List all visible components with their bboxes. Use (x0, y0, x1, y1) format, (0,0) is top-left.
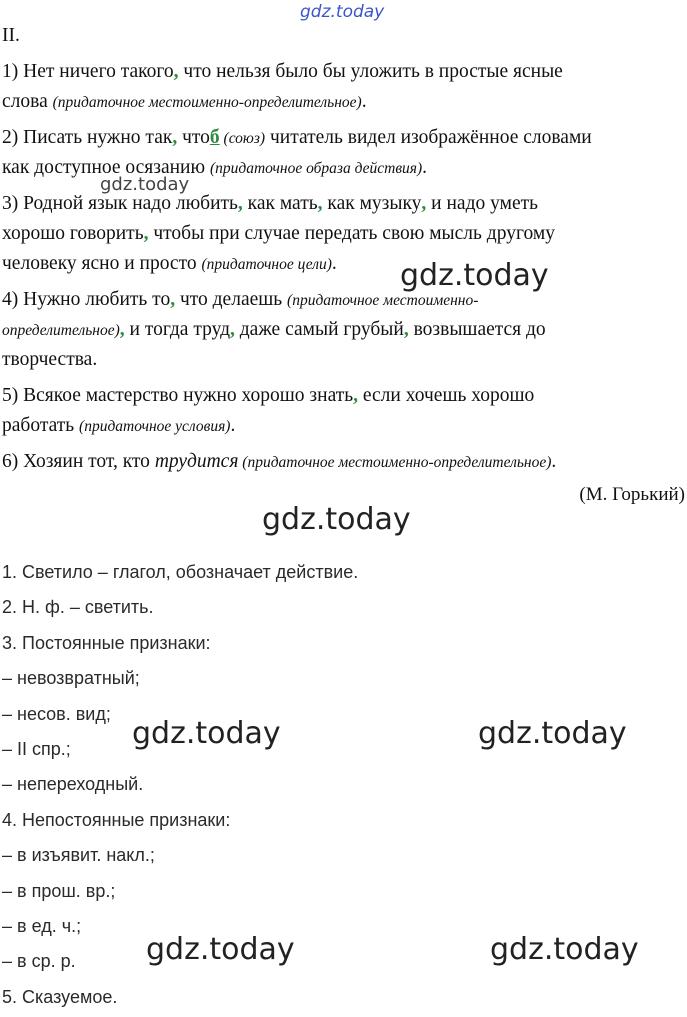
sentence-5-text-a: 5) Всякое мастерство нужно хорошо знать (2, 385, 354, 406)
sentence-3-text-a: 3) Родной язык надо любить (2, 193, 238, 214)
analysis-line: – в ед. ч.; (2, 916, 82, 936)
comma: , (317, 193, 323, 214)
sentence-2-conjunction-note: (союз) (219, 130, 266, 147)
comma: , (143, 223, 149, 244)
sentence-5-period: . (230, 415, 236, 436)
comma: , (119, 319, 125, 340)
sentence-4-text-b: что делаешь (175, 289, 288, 310)
analysis-line: 2. Н. ф. – светить. (2, 597, 154, 618)
comma: , (403, 319, 409, 340)
analysis-line: – несов. вид; (2, 703, 111, 724)
sentence-4-line-3: творчества. (2, 349, 98, 370)
sentence-3-text-c: как музыку (322, 193, 422, 214)
comma: , (172, 127, 178, 148)
sentence-3-text-b: как мать (242, 193, 318, 214)
sentence-3-period: . (331, 253, 337, 274)
sentence-3-line-1 (2, 192, 685, 216)
watermark-right-2: gdz.today (490, 932, 639, 967)
sentence-4-text-a: 4) Нужно любить то (2, 289, 171, 310)
sentence-2-text-b: что (177, 127, 210, 148)
watermark-left-1: gdz.today (132, 716, 281, 751)
sentence-3-line-2 (2, 222, 555, 246)
analysis-line: 5. Сказуемое. (2, 986, 118, 1007)
sentence-6-text-a: 6) Хозяин тот, кто (2, 451, 155, 472)
analysis-line: – в изъявит. накл.; (2, 845, 155, 866)
sentence-1-line-1 (2, 60, 685, 84)
sentence-3-text-d: и надо уметь (426, 193, 539, 214)
watermark-right-1: gdz.today (478, 716, 627, 751)
sentence-5-text-b: если хочешь хорошо (358, 385, 535, 406)
sentence-5-text-c: работать (2, 415, 80, 436)
sentence-2-text-a: 2) Писать нужно так (2, 127, 173, 148)
watermark-top: gdz.today (300, 2, 385, 22)
analysis-line: 1. Светило – глагол, обозначает действие. (2, 562, 359, 582)
comma: , (173, 61, 179, 82)
author-signature: (М. Горький) (579, 484, 685, 505)
sentence-3-annotation: (придаточное цели) (201, 256, 332, 273)
sentence-2-text-d: как доступное осязанию (2, 157, 210, 178)
comma: , (237, 193, 243, 214)
sentence-5-line-1 (2, 384, 534, 408)
sentence-4-line-1 (2, 288, 478, 313)
sentence-3-text-g: человеку ясно и просто (2, 253, 202, 274)
sentence-1-annotation: (придаточное местоименно-определительное) (52, 94, 362, 111)
comma: , (421, 193, 427, 214)
sentence-2-annotation: (придаточное образа действия) (209, 160, 423, 177)
sentence-5-line-2 (2, 414, 235, 439)
comma: , (170, 289, 176, 310)
sentence-3-text-f: чтобы при случае передать свою мысль другому (148, 223, 555, 244)
sentence-6-annotation: (придаточное местоименно-определительное) (238, 454, 552, 471)
analysis-line: 4. Непостоянные признаки: (2, 809, 231, 830)
sentence-2-line-2 (2, 156, 427, 181)
sentence-1-line-2 (2, 90, 367, 115)
analysis-line: – невозвратный; (2, 668, 140, 689)
analysis-line: – непереходный. (2, 774, 144, 795)
sentence-6-line-1 (2, 450, 556, 475)
sentence-5-annotation: (придаточное условия) (79, 418, 231, 435)
sentence-4-text-e: возвышается до (408, 319, 546, 340)
sentence-2-text-c: читатель видел изображённое словами (265, 127, 592, 148)
watermark-mid: gdz.today (400, 258, 549, 293)
sentence-1-period: . (361, 91, 367, 112)
sentence-1-text-a: 1) Нет ничего такого (2, 61, 174, 82)
sentence-6-period: . (551, 451, 557, 472)
section-heading: II. (2, 25, 20, 46)
sentence-3-line-3 (2, 252, 337, 277)
analysis-line: – в прош. вр.; (2, 880, 116, 901)
sentence-4-line-2 (2, 318, 546, 343)
watermark-left-2: gdz.today (146, 932, 295, 967)
sentence-1-text-b: что нельзя было бы уложить в простые ясные (178, 61, 563, 82)
sentence-4-text-d: даже самый грубый (234, 319, 404, 340)
sentence-4-text-c: и тогда труд (124, 319, 231, 340)
analysis-line: 3. Постоянные признаки: (2, 632, 211, 653)
sentence-3-text-e: хорошо говорить (2, 223, 144, 244)
sentence-2-line-1 (2, 126, 592, 151)
sentence-2-underlined-letter: б (209, 127, 220, 148)
sentence-4-annotation-a: (придаточное местоименно- (287, 292, 479, 309)
analysis-line: – II спр.; (2, 739, 71, 759)
watermark-center: gdz.today (262, 502, 411, 537)
sentence-4-annotation-b: определительное) (2, 322, 120, 339)
analysis-line: – в ср. р. (2, 951, 76, 972)
comma: , (353, 385, 359, 406)
sentence-6-italic-word: трудится (154, 451, 239, 472)
sentence-2-period: . (422, 157, 428, 178)
comma: , (230, 319, 235, 340)
sentence-1-text-c: слова (2, 91, 53, 112)
watermark-small: gdz.today (100, 174, 190, 195)
